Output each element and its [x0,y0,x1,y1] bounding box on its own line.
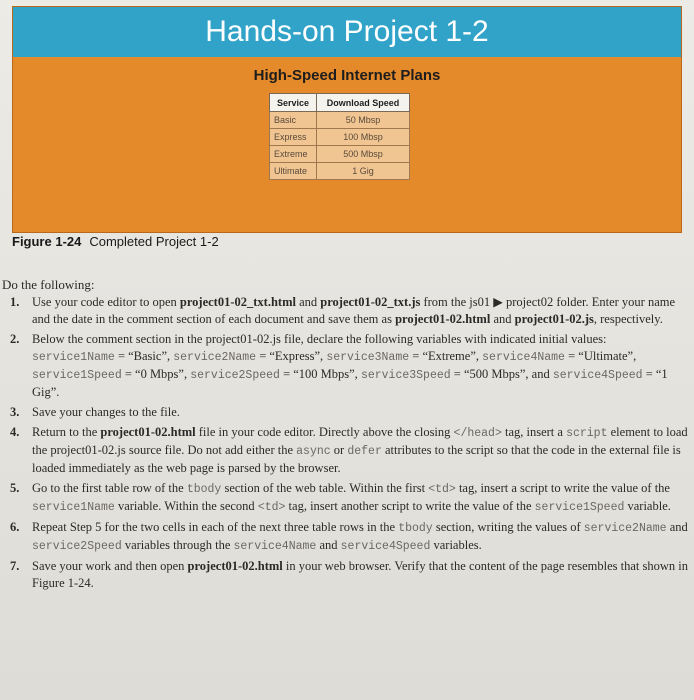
file-name: project01-02.html [395,312,491,326]
banner-header [13,7,681,57]
code-term: script [566,427,608,440]
step-number: 2. [10,332,20,346]
step-text [32,424,690,477]
step-text-run: = “Extreme”, [409,349,483,363]
code-term: service2Speed [32,540,122,553]
step-number: 5. [10,481,20,495]
code-term: service2Name [173,351,257,364]
step-item [10,404,690,421]
header-service: Service [270,94,317,112]
step-text [32,519,690,555]
step-text-run: = “Express”, [256,349,327,363]
step-item [10,424,690,477]
code-term: service2Name [583,522,667,535]
figure-caption [12,234,219,249]
code-term: service4Name [482,351,565,364]
step-text [32,480,690,516]
step-text [32,404,690,421]
step-text [32,331,690,401]
step-text-run: variable. [624,499,671,513]
speed-cell: 500 Mbsp [317,146,410,163]
table-row [270,129,410,146]
banner-title: Hands-on Project 1-2 [205,15,489,48]
code-term: service2Speed [190,369,280,382]
step-text-run: Repeat Step 5 for the two cells in each of the next three table rows in the [32,520,399,534]
code-term: service3Speed [360,369,451,382]
step-item [10,331,690,401]
code-term: service1Name [32,501,115,514]
service-cell: Ultimate [270,163,317,180]
step-text-run: and [490,312,515,326]
service-cell: Extreme [270,146,317,163]
step-text-run: variables. [430,538,482,552]
step-text-run: and [316,538,341,552]
step-text-run: and [666,520,688,534]
step-text-run: section of the web table. Within the first [221,481,429,495]
code-term: async [296,445,331,458]
step-text-run: tag, insert a [501,425,567,439]
step-text-run: = “Basic”, [114,349,174,363]
code-term: service4Speed [552,369,643,382]
code-term: tbody [186,483,222,496]
instructions-intro: Do the following: [2,277,95,292]
step-number: 6. [10,520,20,534]
step-text-run: = “500 Mbps”, and [450,367,553,381]
step-number: 4. [10,425,20,439]
step-item [10,480,690,516]
code-term: </head> [453,427,502,440]
code-term: service1Speed [534,501,625,514]
table-row [270,163,410,180]
step-text-run: = “Ultimate”, [564,349,637,363]
step-text-run: tag, insert another script to write the value of the [285,499,535,513]
step-text-run: variables through the [121,538,234,552]
step-text-run: element to load the project01-02.js source file. Do not add either the [32,425,688,457]
plans-header-row [270,94,410,112]
file-name: project01-02_txt.html [179,295,296,309]
step-number: 7. [10,559,20,573]
file-name: project01-02.html [187,559,283,573]
step-list [10,294,690,592]
step-text-run: Return to the [32,425,101,439]
step-text [32,294,690,328]
step-text-run: from the js01 ▶ project02 folder. Enter your name and the date in the comment section of each document and save them as [32,295,676,326]
step-number: 1. [10,295,20,309]
file-name: project01-02_txt.js [320,295,421,309]
speed-cell: 1 Gig [317,163,410,180]
step-text-run: tag, insert a script to write the value of the [455,481,670,495]
header-download-speed: Download Speed [317,94,410,112]
step-text-run: in your web browser. Verify that the content of the page resembles that shown in Figure 1-24. [32,559,688,590]
speed-cell: 100 Mbsp [317,129,410,146]
step-item [10,294,690,328]
step-text-run: = “100 Mbps”, [279,367,361,381]
code-term: service4Name [233,540,317,553]
code-term: <td> [257,501,286,514]
code-term: service1Speed [32,369,122,382]
step-text-run: variable. Within the second [114,499,258,513]
step-text-run: Use your code editor to open [32,295,180,309]
code-term: service4Speed [340,540,431,553]
step-number: 3. [10,405,20,419]
step-text-run: section, writing the values of [432,520,584,534]
step-text-run: Go to the first table row of the [32,481,187,495]
plans-heading: High-Speed Internet Plans [253,67,441,84]
code-term: <td> [428,483,456,496]
speed-cell: 50 Mbsp [317,112,410,129]
step-text-run: or [330,443,348,457]
table-row [270,146,410,163]
step-item [10,558,690,592]
code-term: defer [347,445,382,458]
file-name: project01-02.html [100,425,196,439]
service-cell: Basic [270,112,317,129]
step-text-run: = “0 Mbps”, [121,367,191,381]
step-text-run: Save your work and then open [32,559,188,573]
step-item [10,519,690,555]
code-term: tbody [398,522,433,535]
step-text-run: , respectively. [593,312,663,326]
step-text-run: and [295,295,321,309]
code-term: service1Name [32,351,115,364]
figure-image [12,6,682,233]
step-text-run: = “1 Gig”. [32,367,668,399]
figure-caption-text: Completed Project 1-2 [89,234,219,249]
code-term: service3Name [326,351,410,364]
service-cell: Express [270,129,317,146]
step-text-run: Below the comment section in the project01-02.js file, declare the following variables with indicated initial values: [32,332,607,346]
plans-table [269,93,410,180]
step-text [32,558,690,592]
step-text-run: file in your code editor. Directly above the closing [195,425,454,439]
step-text-run: attributes to the script so that the code in the external file is loaded immediately as the web page is parsed by the browser. [32,443,681,475]
figure-label: Figure 1-24 [12,234,82,249]
file-name: project01-02.js [514,312,594,326]
table-row [270,112,410,129]
step-text-run: Save your changes to the file. [32,405,180,419]
